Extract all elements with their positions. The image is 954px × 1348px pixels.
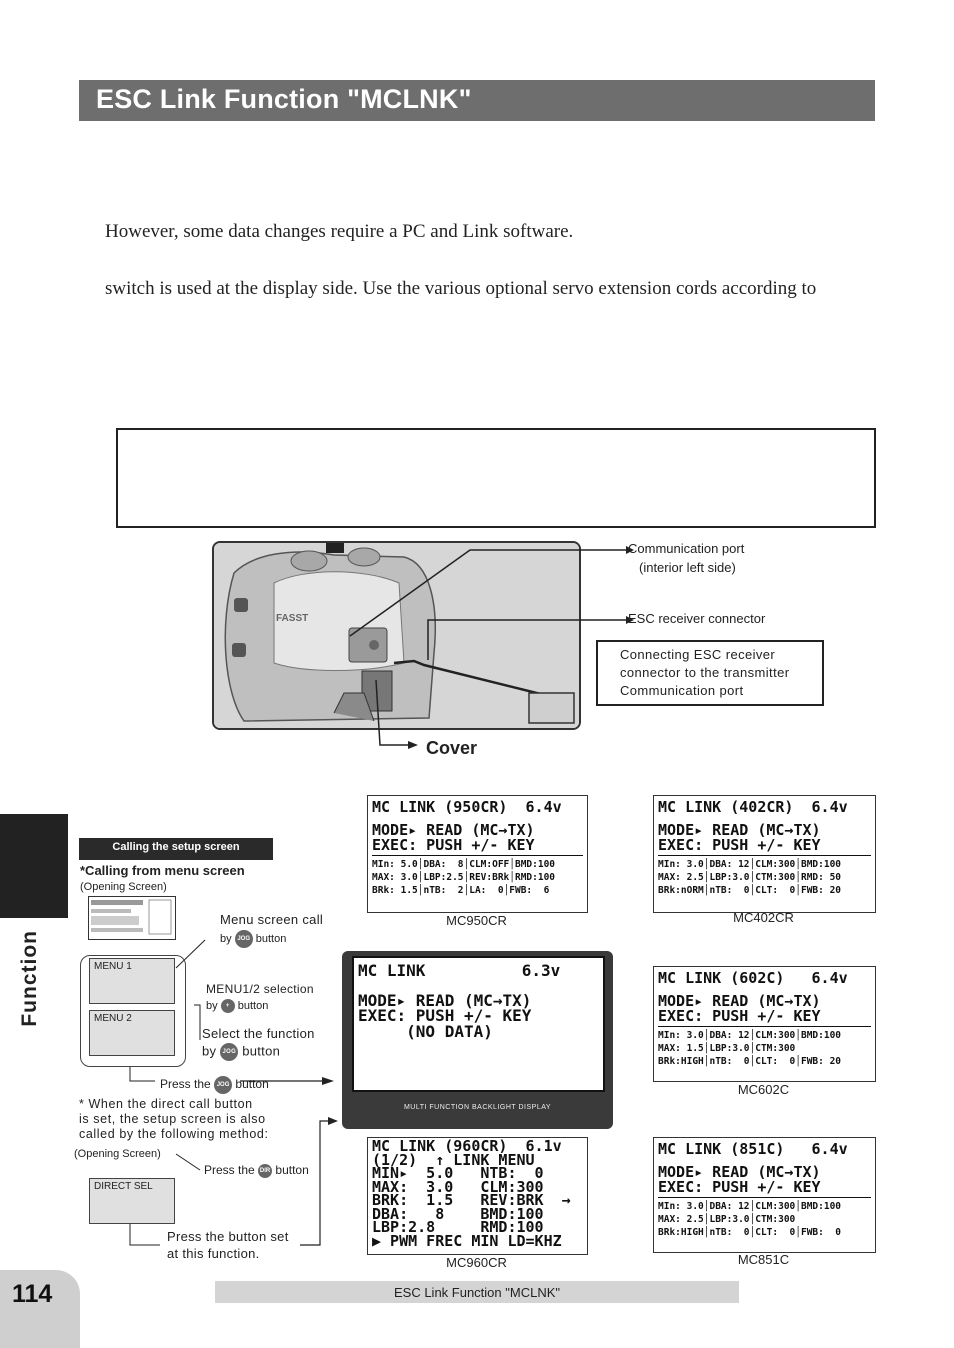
by-label: by [220,932,232,945]
section-tab [0,814,68,918]
lcd-line: EXEC: PUSH +/- KEY [658,836,821,854]
lcd-table-row: MIn: 3.0│DBA: 12│CLM:300│BMD:100 [658,1201,842,1212]
lcd-mc402cr [653,795,876,913]
by-label: by [202,1043,217,1059]
press-the-label: Press the [160,1077,211,1092]
lcd-line: MC LINK (602C) 6.4v [658,969,848,987]
lcd-line: EXEC: PUSH +/- KEY [358,1006,532,1025]
communication-port-label: Communication port [628,541,745,556]
direct-sel-label: DIRECT SEL [94,1181,153,1192]
button-label: button [235,1077,269,1092]
select-function-by [202,1043,280,1061]
caption-mc851c: MC851C [737,1252,790,1267]
lcd-table-row: BRk:nORM│nTB: 0│CLT: 0│FWB: 20 [658,885,842,896]
caption-mc960cr: MC960CR [446,1255,507,1270]
button-label: button [255,932,287,945]
lcd-table-row: BRk: 1.5│nTB: 2│LA: 0│FWB: 6 [372,885,550,896]
esc-receiver-connector-label: ESC receiver connector [628,611,766,626]
caption-mc402cr: MC402CR [733,910,794,925]
menu-screen-call-label: Menu screen call [220,912,324,927]
connecting-note-line: connector to the transmitter [620,665,790,680]
lcd-table-row: MAX: 3.0│LBP:2.5│REV:BRk│RMD:100 [372,872,556,883]
lcd-mc851c [653,1137,876,1253]
caption-mc950cr: MC950CR [446,913,507,928]
caption-mc602c: MC602C [737,1082,790,1097]
lcd-line: MC LINK (851C) 6.4v [658,1140,848,1158]
lcd-line: MODE▸ READ (MC→TX) [358,990,532,1010]
lcd-line: ▶ PWM FREC MIN LD=KHZ [372,1231,562,1250]
communication-port-note: (interior left side) [639,560,736,575]
intro-line-1: However, some data changes require a PC and Link software. [105,221,574,242]
button-label: button [237,999,269,1012]
lcd-line: EXEC: PUSH +/- KEY [372,836,535,854]
svg-text:FASST: FASST [276,613,309,624]
press-button-set-line: at this function. [167,1246,260,1261]
press-button-set-note [167,1228,289,1262]
menu12-selection-label: MENU1/2 selection [206,982,314,996]
lcd-line: MIN▸ 5.0 NTB: 0 [372,1164,544,1182]
lcd-table-row: MIn: 3.0│DBA: 12│CLM:300│BMD:100 [658,859,842,870]
jog-key-icon: JOG [220,1043,238,1061]
calling-from-menu: *Calling from menu screen [80,863,245,878]
lcd-line: MC LINK (402CR) 6.4v [658,798,848,816]
display-brand-label: MULTI FUNCTION BACKLIGHT DISPLAY [403,1104,552,1111]
lcd-mc602c [653,966,876,1082]
direct-call-note [79,1097,269,1142]
calling-header: Calling the setup screen [112,841,240,853]
menu1-screen [89,958,175,1004]
lcd-table-row: MAX: 1.5│LBP:3.0│CTM:300 [658,1043,796,1054]
opening-screen-label: (Opening Screen) [80,881,167,893]
by-label: by [206,999,218,1012]
menu-screen-call-by [220,930,286,948]
page-title: ESC Link Function "MCLNK" [96,84,472,114]
lcd-line: MODE▸ READ (MC→TX) [658,821,821,839]
connecting-note-line: Connecting ESC receiver [620,647,776,662]
lcd-line: EXEC: PUSH +/- KEY [658,1178,821,1196]
connecting-note-line: Communication port [620,683,744,698]
running-title: ESC Link Function "MCLNK" [393,1285,560,1300]
lcd-line: MAX: 3.0 CLM:300 [372,1177,544,1196]
button-label: button [242,1043,281,1059]
lcd-table-row: BRk:HIGH│nTB: 0│CLT: 0│FWB: 0 [658,1227,842,1238]
section-label: Function [18,930,41,1027]
jog-key-icon: JOG [214,1076,232,1094]
lcd-table-row: BRk:HIGH│nTB: 0│CLT: 0│FWB: 20 [658,1056,842,1067]
jog-key-icon: JOG [235,930,253,948]
lcd-table-row: MAX: 2.5│LBP:3.0│CTM:300│RMD: 50 [658,872,842,883]
menu1-label: MENU 1 [94,961,132,972]
lcd-line: MC LINK (960CR) 6.1v [372,1137,562,1155]
press-the-label: Press the [204,1163,255,1177]
lcd-line: DBA: 8 BMD:100 [372,1204,544,1223]
connecting-note-box [596,640,824,706]
opening-screen-illustration [89,897,175,939]
lcd-line: MODE▸ READ (MC→TX) [658,1163,821,1181]
direct-note-line: * When the direct call button [79,1097,253,1111]
menu12-selection-by [206,999,268,1013]
lcd-mc960cr [367,1137,588,1255]
lcd-line: MC LINK (950CR) 6.4v [372,798,562,816]
lcd-line: MC LINK 6.3v [358,961,561,980]
main-display-lcd [352,956,605,1092]
lcd-line: MODE▸ READ (MC→TX) [658,992,821,1010]
press-jog-line [160,1076,269,1094]
lcd-line: EXEC: PUSH +/- KEY [658,1007,821,1025]
opening-screen-label-2: (Opening Screen) [74,1148,161,1160]
lcd-table-row: MIn: 3.0│DBA: 12│CLM:300│BMD:100 [658,1030,842,1041]
menu2-label: MENU 2 [94,1013,132,1024]
intro-line-2: switch is used at the display side. Use the various optional servo extension cords according to [105,278,817,299]
lcd-mc950cr [367,795,588,913]
page-number: 114 [12,1280,53,1308]
select-function-label: Select the function [202,1026,315,1041]
direct-sel-screen [89,1178,175,1224]
lcd-line: MODE▸ READ (MC→TX) [372,821,535,839]
plus-key-icon: + [221,999,235,1013]
press-dir-line [204,1163,309,1178]
lcd-line: (1/2) ↑ LINK MENU [372,1150,535,1169]
lcd-line: (NO DATA) [358,1021,493,1041]
menu2-screen [89,1010,175,1056]
lcd-table-row: MAX: 2.5│LBP:3.0│CTM:300 [658,1214,796,1225]
lcd-line: LBP:2.8 RMD:100 [372,1218,544,1236]
press-button-set-line: Press the button set [167,1229,289,1244]
dir-key-icon: DIR [258,1164,272,1178]
lcd-table-row: MIn: 5.0│DBA: 8│CLM:OFF│BMD:100 [372,859,556,870]
direct-note-line: is set, the setup screen is also [79,1112,266,1126]
direct-note-line: called by the following method: [79,1127,269,1141]
opening-screen-thumb [88,896,176,940]
cover-label: Cover [426,738,478,758]
lcd-line: BRK: 1.5 REV:BRK → [372,1191,571,1209]
button-label: button [275,1163,309,1177]
